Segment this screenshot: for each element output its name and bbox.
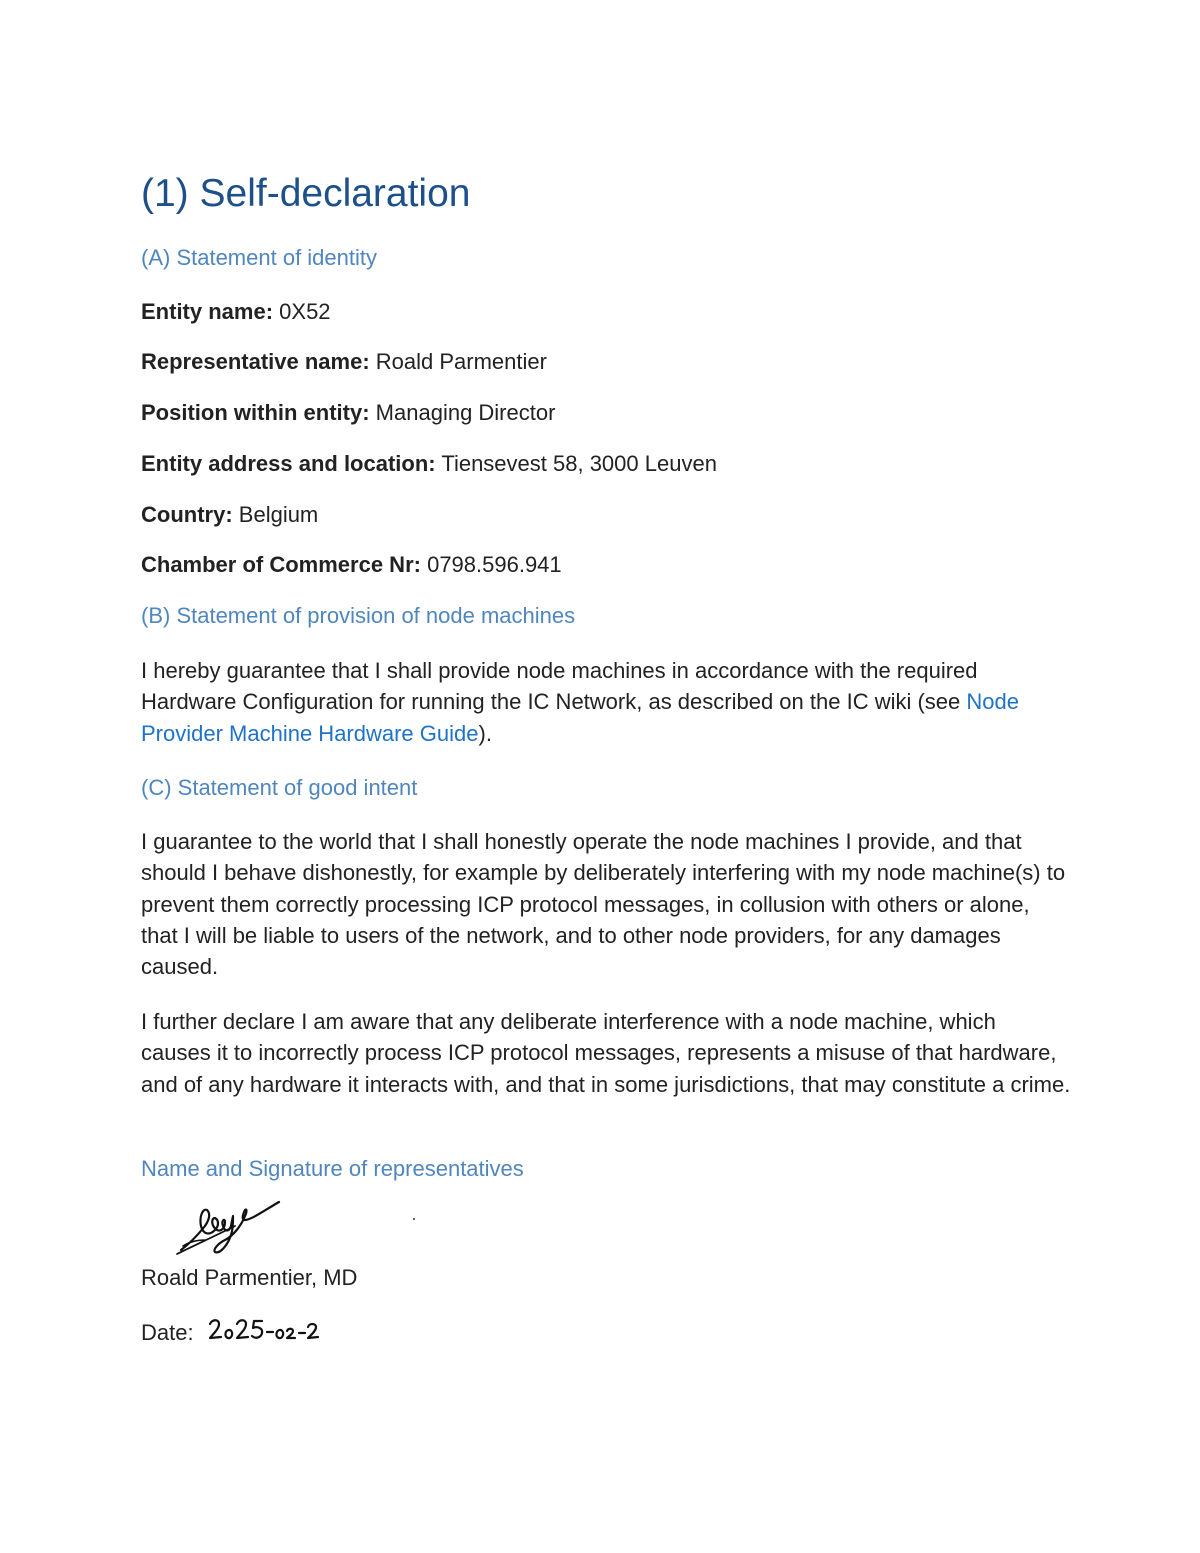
field-label: Chamber of Commerce Nr: <box>141 552 421 577</box>
field-chamber-of-commerce <box>141 552 562 578</box>
stray-dot <box>413 1218 415 1220</box>
field-label: Position within entity: <box>141 400 370 425</box>
field-value: Roald Parmentier <box>375 349 547 374</box>
representative-signature-name: Roald Parmentier, MD <box>141 1265 358 1290</box>
field-label: Entity name: <box>141 299 274 324</box>
field-value: 0798.596.941 <box>427 552 562 577</box>
field-entity-address <box>141 451 717 477</box>
field-value: 0X52 <box>279 299 331 324</box>
field-label: Entity address and location: <box>141 451 436 476</box>
section-a-heading: (A) Statement of identity <box>141 245 377 270</box>
field-country <box>141 502 318 528</box>
hardware-guide-link[interactable]: Node Provider Machine Hardware Guide <box>141 689 1019 746</box>
signature-heading: Name and Signature of representatives <box>141 1156 524 1181</box>
field-value: Tiensevest 58, 3000 Leuven <box>441 451 717 476</box>
awareness-paragraph: I further declare I am aware that any deliberate interference with a node machine, which causes it to incorrectly process ICP protocol messages, represents a misuse of that hardware, and of any hardware it interacts with, and that in some jurisdictions, that may constitute a crime. <box>141 1009 1071 1097</box>
page-title: (1) Self-declaration <box>141 172 471 215</box>
handwritten-signature <box>175 1196 285 1258</box>
field-label: Representative name: <box>141 349 370 374</box>
field-entity-name <box>141 299 331 325</box>
field-position <box>141 400 555 426</box>
field-value: Managing Director <box>375 400 556 425</box>
section-b-paragraph <box>141 655 1071 749</box>
handwritten-date <box>207 1316 321 1346</box>
date-label: Date: <box>141 1320 194 1345</box>
section-c-heading: (C) Statement of good intent <box>141 775 418 800</box>
field-value: Belgium <box>238 502 319 527</box>
section-b-heading: (B) Statement of provision of node machines <box>141 603 576 628</box>
section-b-text-end: ). <box>478 720 492 746</box>
field-label: Country: <box>141 502 233 527</box>
section-b-text: I hereby guarantee that I shall provide node machines in accordance with the required Hardware Configuration for running the IC Network, as described on the IC wiki (see <box>141 658 978 715</box>
good-intent-paragraph: I guarantee to the world that I shall honestly operate the node machines I provide, and that should I behave dishonestly, for example by deliberately interfering with my node machine(s) to prevent them correctly processing ICP protocol messages, in collusion with others or alone, that I will be liable to users of the network, and to other node providers, for any damages caused. <box>141 829 1066 980</box>
field-representative-name <box>141 349 547 375</box>
